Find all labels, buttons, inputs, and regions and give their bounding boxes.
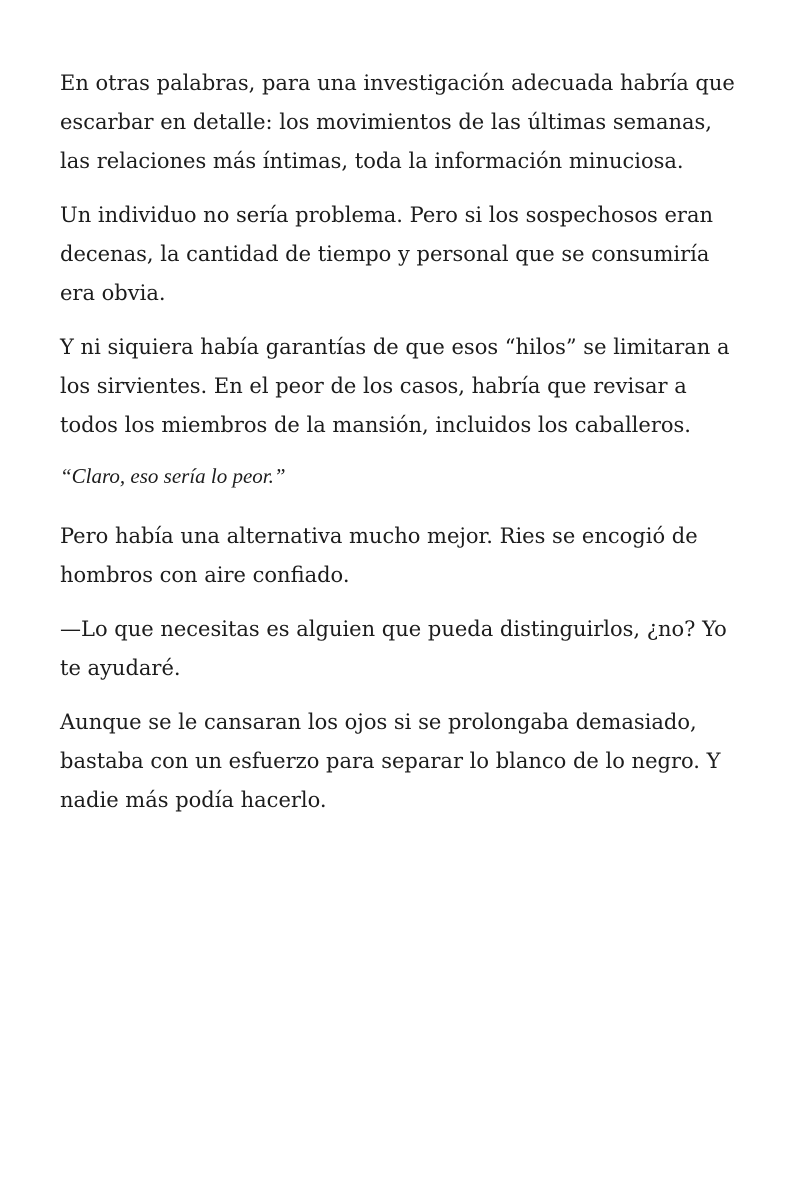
- dialogue-line: —Lo que necesitas es alguien que pueda distinguirlos, ¿no? Yo te ayudaré.: [60, 617, 727, 680]
- paragraph-1: En otras palabras, para una investigación adecuada habría que escarbar en detalle: los movimientos de las últimas semanas, las relaciones más íntimas, toda la información minuciosa.: [60, 71, 735, 173]
- paragraph-3: Y ni siquiera había garantías de que esos “hilos” se limitaran a los sirvientes. En el peor de los casos, habría que revisar a todos los miembros de la mansión, incluidos los caballeros.: [60, 335, 730, 437]
- paragraph-2: Un individuo no sería problema. Pero si los sospechosos eran decenas, la cantidad de tiempo y personal que se consumiría era obvia.: [60, 203, 713, 305]
- paragraph-7: Aunque se le cansaran los ojos si se prolongaba demasiado, bastaba con un esfuerzo para separar lo blanco de lo negro. Y nadie más podía hacerlo.: [60, 710, 721, 812]
- paragraph-5: Pero había una alternativa mucho mejor. Ries se encogió de hombros con aire confiado.: [60, 524, 698, 587]
- inner-thought: “Claro, eso sería lo peor.”: [60, 464, 286, 488]
